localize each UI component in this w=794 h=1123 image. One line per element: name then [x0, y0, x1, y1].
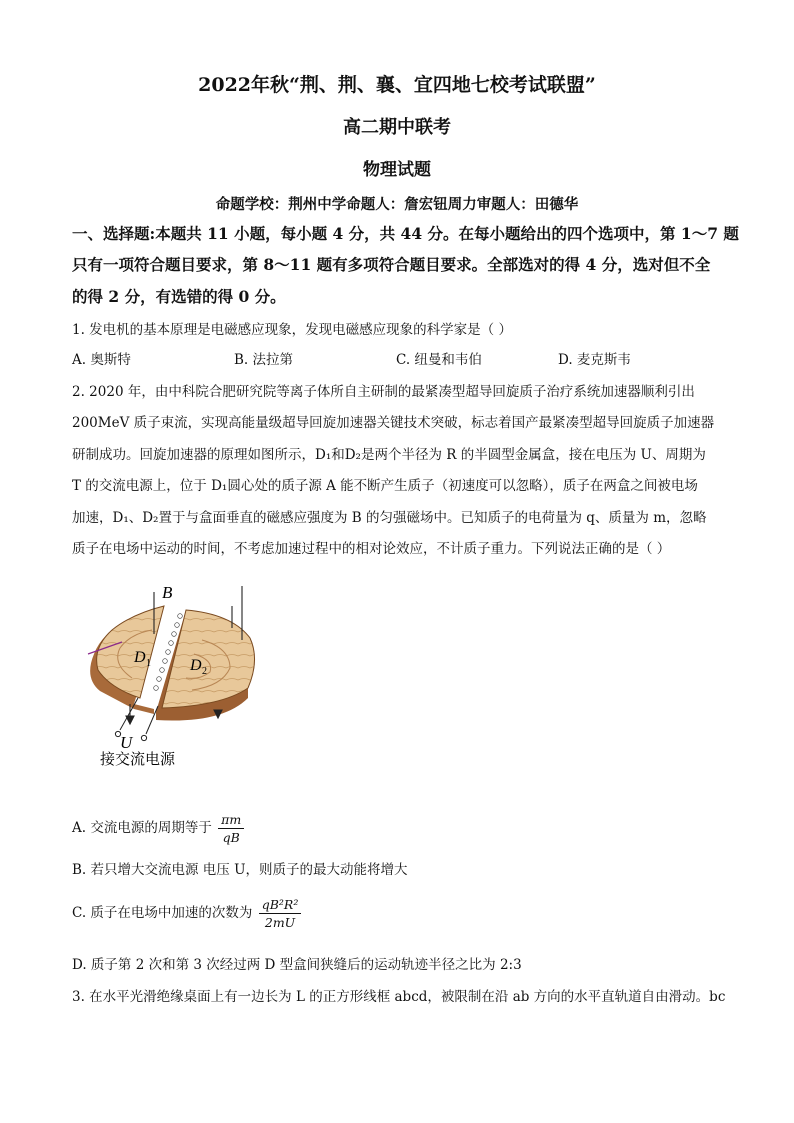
exam-name: 高二期中联考 — [343, 117, 451, 138]
exam-title: 2022年秋“荆、荆、襄、宜四地七校考试联盟” — [198, 74, 596, 96]
question-2-option-b: B. 若只增大交流电源 电压 U，则质子的最大动能将增大 — [72, 862, 408, 878]
label-d2: D — [190, 657, 202, 674]
cyclotron-diagram — [82, 578, 282, 770]
question-2-line-4: T 的交流电源上，位于 D₁圆心处的质子源 A 能不断产生质子（初速度可以忽略），质子在两盒之间被电场 — [72, 478, 698, 494]
label-d1-subscript: 1 — [146, 658, 151, 669]
question-2-option-c — [72, 897, 301, 930]
question-2-line-6: 质子在电场中运动的时间，不考虑加速过程中的相对论效应，不计质子重力。下列说法正确的是（ ） — [72, 541, 671, 557]
question-1-option-b: B. 法拉第 — [234, 352, 294, 368]
question-1-option-d: D. 麦克斯韦 — [558, 352, 631, 368]
question-2-line-1: 2. 2020 年，由中科院合肥研究院等离子体所自主研制的最紧凑型超导回旋质子治疗系统加速器顺利引出 — [72, 384, 695, 400]
figure-caption: 接交流电源 — [100, 750, 176, 768]
option-a-fraction — [218, 812, 244, 845]
option-c-denominator: 2mU — [264, 915, 296, 930]
question-2-option-d: D. 质子第 2 次和第 3 次经过两 D 型盒间狭缝后的运动轨迹半径之比为 2:3 — [72, 957, 522, 973]
option-c-fraction — [259, 897, 302, 930]
question-1-option-a: A. 奥斯特 — [72, 352, 131, 368]
question-1-option-c: C. 纽曼和韦伯 — [396, 352, 482, 368]
option-a-numerator: πm — [218, 812, 244, 829]
section-instructions-line-2: 只有一项符合题目要求，第 8～11 题有多项符合题目要求。全部选对的得 4 分，选对但不全 — [72, 255, 711, 274]
question-2-line-2: 200MeV 质子束流，实现高能量级超导回旋加速器关键技术突破，标志着国产最紧凑型超导回旋质子加速器 — [72, 415, 715, 431]
question-3-stem: 3. 在水平光滑绝缘桌面上有一边长为 L 的正方形线框 abcd，被限制在沿 ab 方向的水平直轨道自由滑动。bc — [72, 989, 726, 1005]
author-info: 命题学校：荆州中学命题人：詹宏钮周力审题人：田德华 — [215, 196, 579, 213]
label-d2-subscript: 2 — [202, 666, 207, 677]
label-d1: D — [134, 649, 146, 666]
option-c-numerator: qB²R² — [259, 897, 302, 914]
label-b: B — [162, 583, 173, 602]
option-a-denominator: qB — [222, 830, 240, 845]
subject-title: 物理试题 — [363, 160, 431, 180]
section-instructions-line-1: 一、选择题:本题共 11 小题，每小题 4 分，共 44 分。在每小题给出的四个选项中，第 1～7 题 — [72, 224, 739, 243]
question-2-line-5: 加速，D₁、D₂置于与盒面垂直的磁感应强度为 B 的匀强磁场中。已知质子的电荷量为 q、质量为 m，忽略 — [72, 510, 707, 526]
question-2-line-3: 研制成功。回旋加速器的原理如图所示，D₁和D₂是两个半径为 R 的半圆型金属盒，接在电压为 U、周期为 — [72, 447, 706, 463]
label-u: U — [120, 733, 133, 752]
question-1-stem: 1. 发电机的基本原理是电磁感应现象，发现电磁感应现象的科学家是（ ） — [72, 322, 512, 338]
section-instructions-line-3: 的得 2 分，有选错的得 0 分。 — [72, 287, 286, 306]
option-a-text: A. 交流电源的周期等于 — [72, 820, 212, 836]
question-2-option-a — [72, 812, 244, 845]
option-c-text: C. 质子在电场中加速的次数为 — [72, 905, 253, 921]
